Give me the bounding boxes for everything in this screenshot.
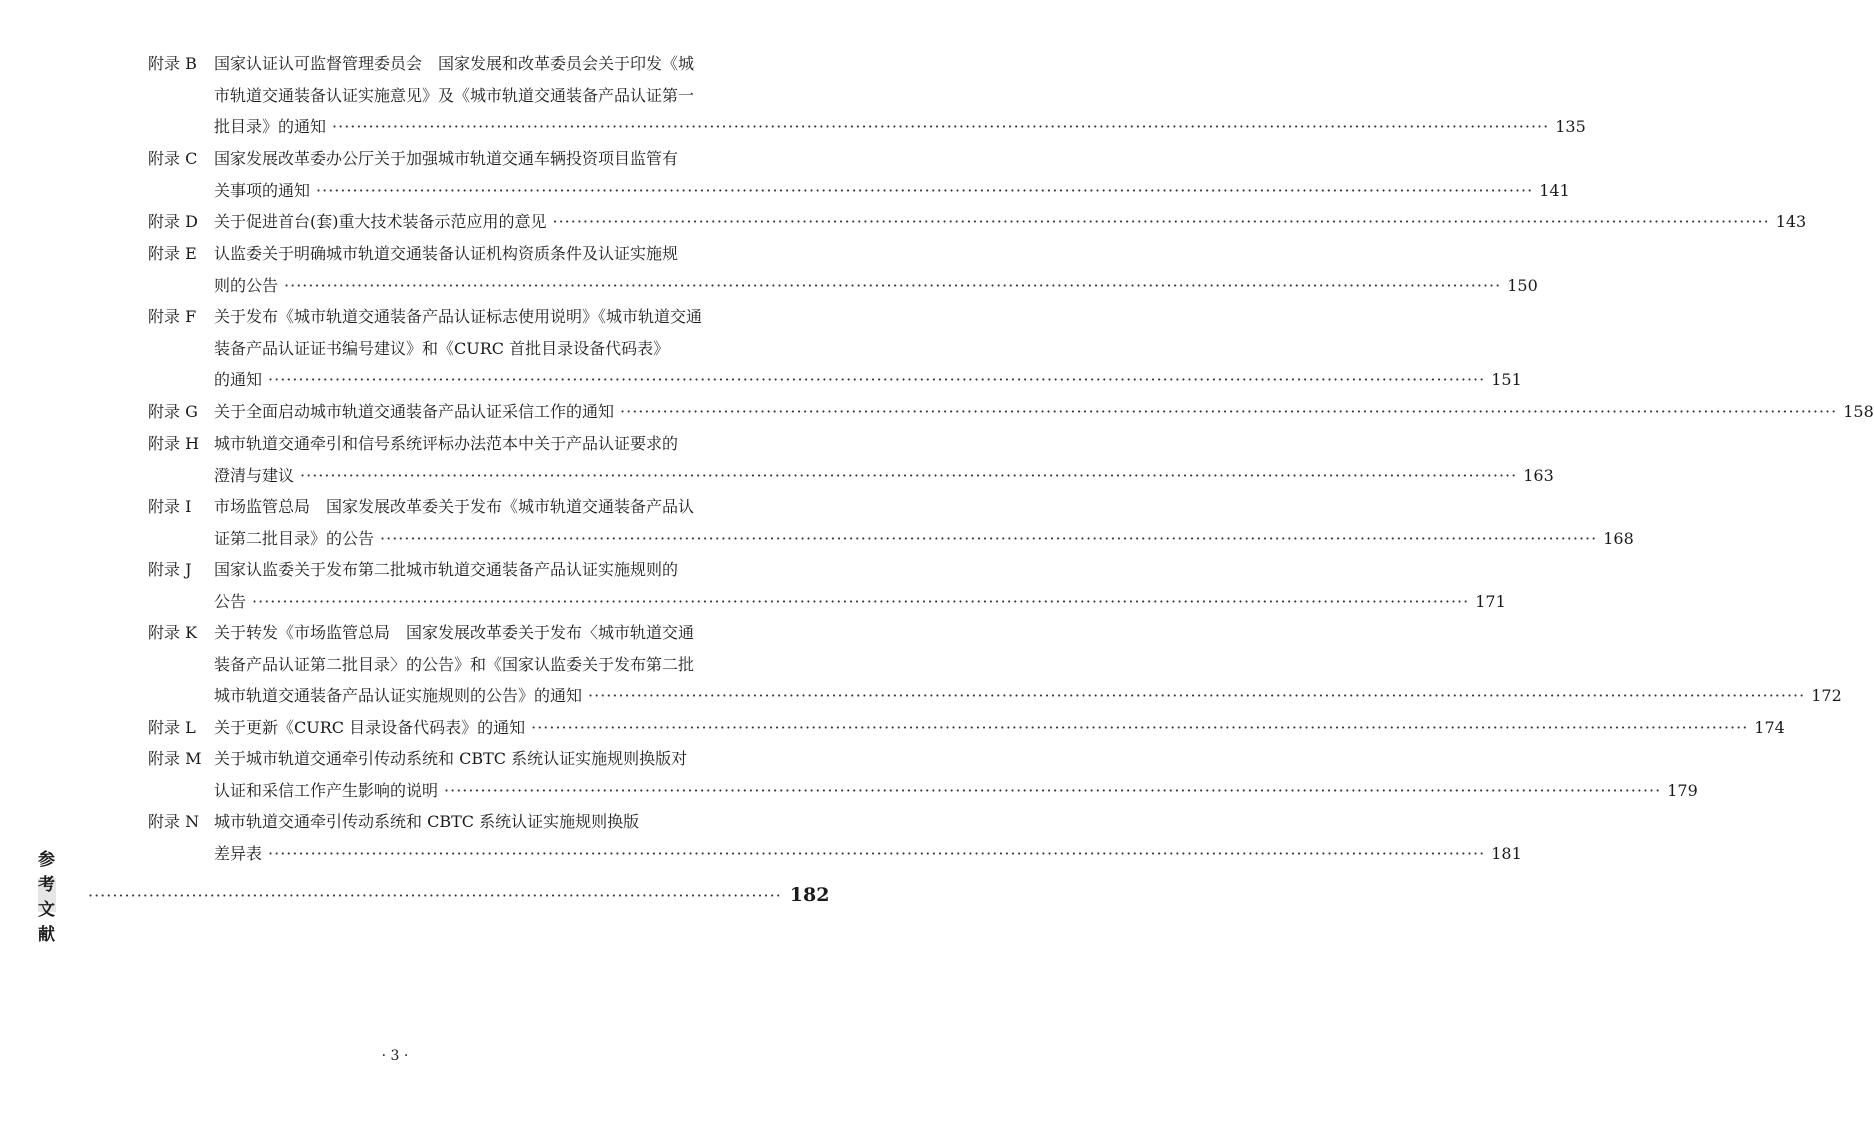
entry-title-line	[214, 838, 1522, 870]
entry-title-line: 城市轨道交通牵引和信号系统评标办法范本中关于产品认证要求的	[214, 434, 679, 453]
entry-title-line	[214, 270, 1538, 302]
entry-title-line: 关于城市轨道交通牵引传动系统和 CBTC 系统认证实施规则换版对	[214, 749, 688, 768]
toc-entry[interactable]	[148, 48, 1586, 143]
entry-page-number: 158	[1843, 402, 1874, 421]
leader-dots: ········································································································································································································	[552, 212, 1770, 231]
entry-title-line	[214, 680, 1842, 712]
entry-title-text: 认证和采信工作产生影响的说明	[214, 780, 439, 800]
entry-page-number: 143	[1775, 212, 1807, 231]
leader-dots: ········································································································································································································	[252, 591, 1470, 611]
entry-title-line	[214, 364, 1522, 396]
toc-entry[interactable]	[148, 554, 1506, 617]
entry-title-line: 关于发布《城市轨道交通装备产品认证标志使用说明》《城市轨道交通	[214, 307, 703, 326]
leader-dots: ········································································································································································································	[444, 780, 1662, 800]
entry-title-line: 认监委关于明确城市轨道交通装备认证机构资质条件及认证实施规	[214, 244, 679, 263]
entry-title-text: 证第二批目录》的公告	[214, 528, 375, 548]
entry-title-text: 批目录》的通知	[214, 117, 327, 136]
toc-entry[interactable]	[148, 491, 1634, 554]
entry-title-text: 的通知	[214, 370, 263, 389]
entry-title-text: 差异表	[214, 843, 263, 863]
entry-title-line	[214, 396, 1874, 428]
entry-title-line	[214, 712, 1785, 744]
appendix-label: 附录 D	[148, 212, 198, 231]
entry-title-line: 关于转发《市场监管总局 国家发展改革委关于发布〈城市轨道交通	[214, 623, 695, 642]
appendix-label: 附录 L	[148, 718, 196, 737]
leader-dots: ··················································································································	[88, 885, 782, 905]
entry-title-line	[214, 206, 1807, 238]
leader-dots: ········································································································································································································	[300, 465, 1518, 485]
toc-entry[interactable]	[148, 428, 1554, 491]
entry-page-number: 141	[1539, 180, 1570, 200]
appendix-label: 附录 H	[148, 434, 200, 453]
toc-entry[interactable]	[148, 806, 1522, 869]
appendix-label: 附录 N	[148, 812, 200, 831]
entry-title-line: 装备产品认证证书编号建议》和《CURC 首批目录设备代码表》	[214, 338, 670, 358]
entry-page-number: 181	[1491, 843, 1522, 863]
entry-title-text: 城市轨道交通装备产品认证实施规则的公告》的通知	[214, 686, 583, 705]
page-number: · 3 ·	[381, 1048, 409, 1064]
toc-entry[interactable]	[148, 743, 1698, 806]
leader-dots: ········································································································································································································	[268, 843, 1486, 863]
leader-dots: ········································································································································································································	[531, 718, 1749, 737]
entry-title-line	[214, 586, 1506, 618]
leader-dots: ········································································································································································································	[620, 402, 1838, 421]
references-label: 参考文献	[38, 850, 56, 945]
entry-title-line: 市场监管总局 国家发展改革委关于发布《城市轨道交通装备产品认	[214, 497, 695, 516]
entry-title-line: 国家认证认可监督管理委员会 国家发展和改革委员会关于印发《城	[214, 54, 695, 73]
appendix-label: 附录 B	[148, 54, 197, 73]
toc-entry[interactable]	[148, 712, 1785, 744]
toc-entry[interactable]	[148, 238, 1538, 301]
leader-dots: ········································································································································································································	[284, 275, 1502, 295]
entry-page-number: 135	[1555, 117, 1586, 136]
leader-dots: ········································································································································································································	[332, 117, 1550, 136]
leader-dots: ········································································································································································································	[588, 686, 1806, 705]
entry-title-line	[214, 460, 1554, 492]
toc-entry[interactable]	[148, 396, 1874, 428]
entry-title-line: 国家认监委关于发布第二批城市轨道交通装备产品认证实施规则的	[214, 560, 679, 579]
entry-page-number: 172	[1811, 686, 1842, 705]
appendix-label: 附录 G	[148, 402, 198, 421]
entry-title-text: 澄清与建议	[214, 465, 295, 485]
entry-title-text: 公告	[214, 591, 247, 611]
appendix-label: 附录 J	[148, 560, 192, 579]
leader-dots: ········································································································································································································	[268, 370, 1486, 389]
entry-title-line: 市轨道交通装备认证实施意见》及《城市轨道交通装备产品认证第一	[214, 85, 695, 105]
entry-page-number: 174	[1754, 718, 1785, 737]
references-page: 182	[789, 884, 830, 906]
entry-title-text: 关事项的通知	[214, 180, 311, 200]
appendix-label: 附录 M	[148, 749, 202, 768]
entry-title-text: 则的公告	[214, 275, 279, 295]
entry-title-line	[214, 775, 1698, 807]
entry-page-number: 171	[1475, 591, 1506, 611]
entry-title-text: 关于促进首台(套)重大技术装备示范应用的意见	[214, 212, 547, 231]
entry-title-text: 关于更新《CURC 目录设备代码表》的通知	[214, 718, 526, 737]
entry-title-line: 城市轨道交通牵引传动系统和 CBTC 系统认证实施规则换版	[214, 812, 640, 831]
entry-page-number: 151	[1491, 370, 1522, 389]
entry-title-text: 关于全面启动城市轨道交通装备产品认证采信工作的通知	[214, 402, 615, 421]
toc-entry[interactable]	[148, 301, 1522, 396]
toc-entry[interactable]	[148, 206, 1807, 238]
appendix-label: 附录 F	[148, 307, 197, 326]
leader-dots: ········································································································································································································	[316, 180, 1534, 200]
appendix-label: 附录 I	[148, 497, 192, 516]
appendix-label: 附录 C	[148, 149, 198, 168]
entry-page-number: 163	[1523, 465, 1554, 485]
entry-page-number: 168	[1603, 528, 1634, 548]
entry-title-line: 国家发展改革委办公厅关于加强城市轨道交通车辆投资项目监管有	[214, 149, 679, 168]
entry-page-number: 179	[1667, 780, 1698, 800]
entry-title-line	[214, 523, 1634, 555]
entry-title-line	[214, 175, 1570, 207]
toc-entry[interactable]	[148, 143, 1570, 206]
entry-title-line: 装备产品认证第二批目录〉的公告》和《国家认监委关于发布第二批	[214, 654, 695, 674]
appendix-label: 附录 E	[148, 244, 197, 263]
appendix-label: 附录 K	[148, 623, 198, 642]
toc-entry[interactable]	[148, 617, 1842, 712]
leader-dots: ········································································································································································································	[380, 528, 1598, 548]
entry-page-number: 150	[1507, 275, 1538, 295]
entry-title-line	[214, 111, 1586, 143]
